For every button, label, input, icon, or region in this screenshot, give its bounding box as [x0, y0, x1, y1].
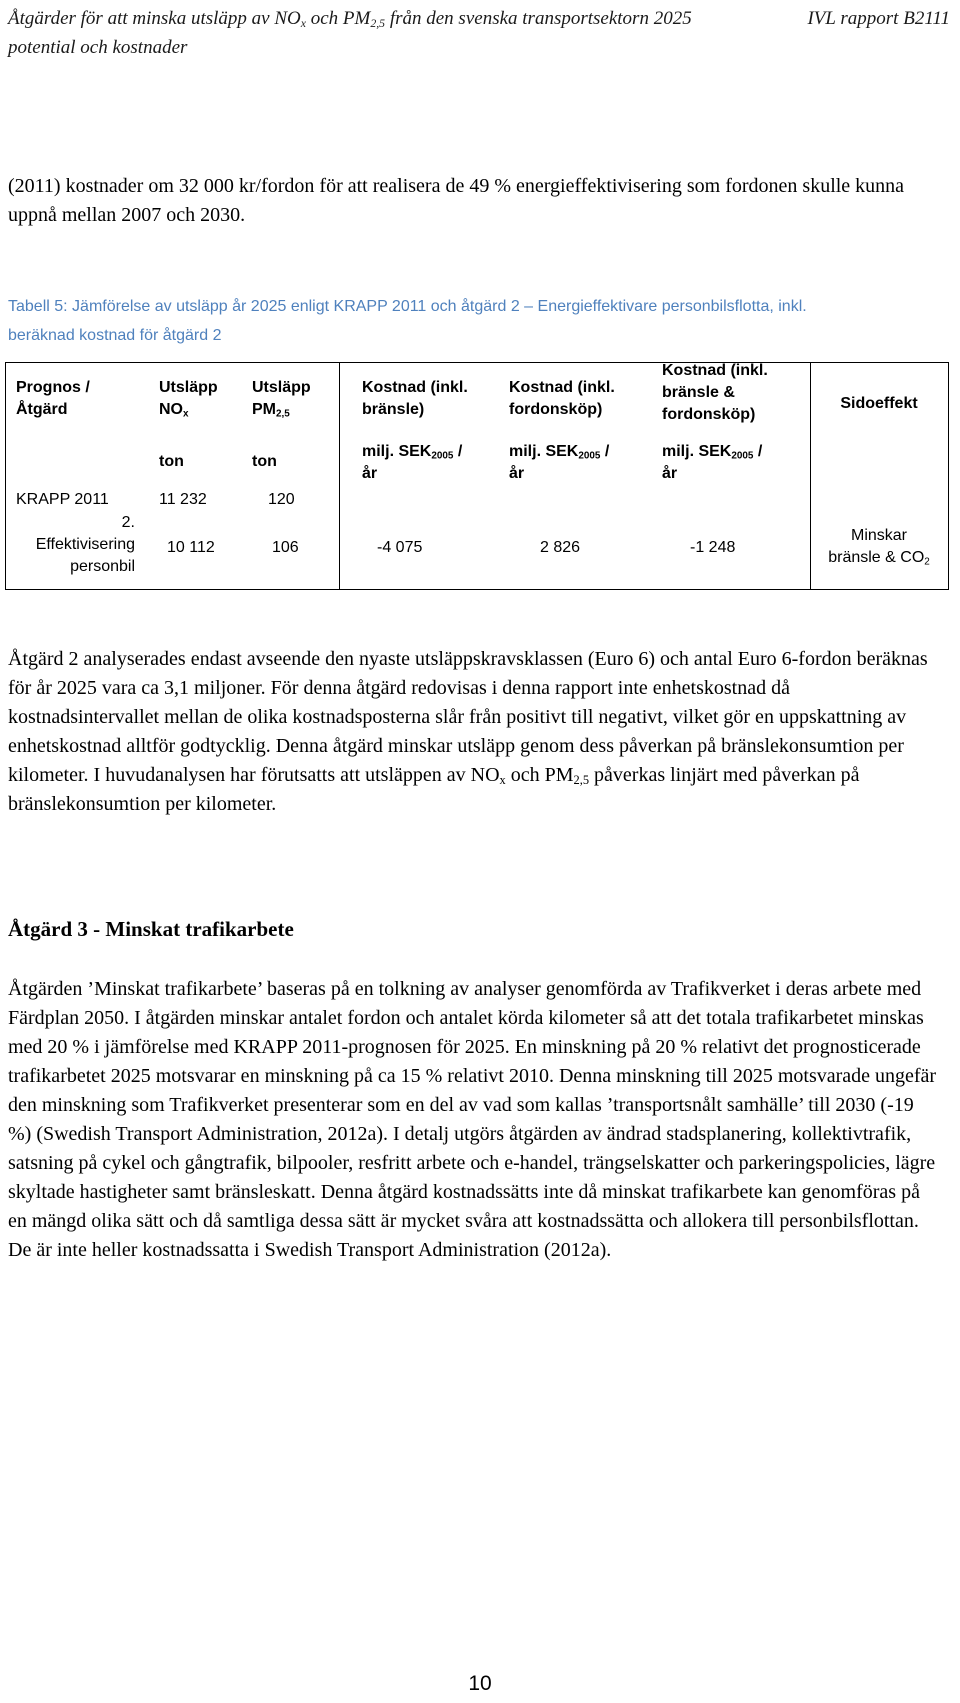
unit-cost-fuel — [362, 441, 462, 485]
header-prognos — [16, 377, 90, 421]
cell-eff-cost-fuel: -4 075 — [377, 539, 423, 556]
unit-pm: ton — [252, 453, 277, 470]
unit-text: milj. SEK — [662, 443, 732, 460]
unit-text: / — [600, 443, 610, 460]
page-header-title — [8, 4, 738, 62]
side-sub: 2 — [924, 556, 930, 568]
header-sub: x — [183, 408, 189, 420]
unit-text: år — [362, 465, 378, 482]
paragraph-text: Åtgärd 2 analyserades endast avseende den nyaste utsläppskravsklassen (Euro 6) och antal Euro 6-fordon beräknas för år 2025 vara ca 3,1 miljoner. För denna åtgärd redovisas i denna rapport inte enhetskostnad då kostnadsintervallet mellan de olika kostnadsposterna slår från positivt till negativt, vilket gör en uppskattning av enhetskostnad alltför godtycklig. Denna åtgärd minskar utsläpp genom dess påverkan på bränslekonsumtion per kilometer. I huvudanalysen har förutsatts att utsläppen av NO — [8, 648, 928, 786]
unit-text: / — [753, 443, 763, 460]
header-title-part: och PM — [305, 8, 371, 29]
header-title-part: från den svenska transportsektorn 2025 potential och kostnader — [8, 8, 692, 58]
header-text: bränsle & — [662, 384, 735, 401]
header-cost-both — [662, 360, 768, 426]
header-text: Prognos / — [16, 379, 90, 396]
unit-text: milj. SEK — [509, 443, 579, 460]
header-title-sub: x — [300, 16, 306, 30]
caption-line: beräknad kostnad för åtgärd 2 — [8, 327, 222, 344]
cell-eff-cost-vehicle: 2 826 — [540, 539, 581, 556]
header-sidoeffekt: Sidoeffekt — [840, 395, 918, 412]
unit-text: milj. SEK — [362, 443, 432, 460]
paragraph-sub: x — [499, 773, 506, 788]
unit-sub: 2005 — [431, 450, 454, 462]
cell-eff-cost-both: -1 248 — [690, 539, 736, 556]
paragraph-sub: 2,5 — [573, 773, 590, 788]
paragraph-bottom: Åtgärden ’Minskat trafikarbete’ baseras på en tolkning av analyser genomförda av Trafikverket i deras arbete med Färdplan 2050. I åtgärden minskar antalet fordon och antalet körda kilometer så att det totala trafikarbetet minskas med 20 % i jämförelse med KRAPP 2011-prognosen för 2025. En minskning på 20 % relativt det prognosticerade trafikarbetet 2025 motsvarar en minskning på ca 15 % relativt 2010. Denna minskning till 2025 motsvarade ungefär den minskning som Trafikverket presenterar som en del av vad som kallas ’transportsnålt samhälle’ till 2030 (-19 %) (Swedish Transport Administration, 2012a). I detalj utgörs åtgärden av ändrad stadsplanering, kollektivtrafik, satsning på cykel och gångtrafik, bilpooler, resfritt arbete och e-handel, trängselskatter och parkeringspolicies, lägre skyltade hastigheter samt bränsleskatt. Denna åtgärd kostnadssätts inte då minskat trafikarbete kan genomföras på en mängd olika sätt och då samtliga dessa sätt är mycket svåra att kostnadssätta och allokera till personbilsflottan. De är inte heller kostnadssatta i Swedish Transport Administration (2012a). — [8, 978, 937, 1261]
header-text: Kostnad (inkl. — [662, 362, 768, 379]
header-cost-fuel — [362, 377, 468, 421]
unit-text: år — [662, 465, 678, 482]
cell-eff-sidoeffekt — [810, 525, 948, 569]
header-cost-vehicle — [509, 377, 615, 421]
header-text: Kostnad (inkl. — [362, 379, 468, 396]
table-caption — [8, 292, 938, 350]
unit-cost-both — [662, 441, 762, 485]
section-heading: Åtgärd 3 - Minskat trafikarbete — [8, 917, 294, 941]
unit-sub: 2005 — [731, 450, 754, 462]
header-text: PM — [252, 401, 276, 418]
unit-sub: 2005 — [578, 450, 601, 462]
header-text: fordonsköp) — [662, 406, 756, 423]
paragraph-text: och PM — [505, 764, 574, 786]
header-text: Utsläpp — [252, 379, 311, 396]
cell-eff-pm: 106 — [272, 539, 299, 556]
header-text: Åtgärd — [16, 401, 68, 418]
header-title-sub: 2,5 — [370, 16, 386, 30]
header-nox — [159, 377, 218, 421]
header-text: Kostnad (inkl. — [509, 379, 615, 396]
side-text: bränsle & CO — [828, 549, 925, 566]
header-text: Utsläpp — [159, 379, 218, 396]
header-sub: 2,5 — [276, 408, 290, 420]
cell-krapp-nox: 11 232 — [159, 491, 207, 508]
caption-line: Tabell 5: Jämförelse av utsläpp år 2025 enligt KRAPP 2011 och åtgärd 2 – Energieffektivare personbilsflotta, inkl. — [8, 298, 807, 315]
row-label-text: personbil — [70, 558, 135, 575]
page-number: 10 — [468, 1672, 492, 1695]
header-title-part: Åtgärder för att minska utsläpp av NO — [8, 8, 301, 29]
table-column-divider — [339, 363, 340, 589]
header-pm — [252, 377, 311, 421]
header-text: fordonsköp) — [509, 401, 603, 418]
paragraph-middle — [8, 645, 938, 819]
cell-eff-nox: 10 112 — [167, 539, 215, 556]
unit-cost-vehicle — [509, 441, 609, 485]
cell-krapp-pm: 120 — [268, 491, 295, 508]
unit-nox: ton — [159, 453, 184, 470]
paragraph-text: påverkas linjärt med påverkan på bränslekonsumtion per kilometer. — [8, 764, 860, 815]
row-label-krapp: KRAPP 2011 — [16, 491, 109, 508]
header-text: NO — [159, 401, 183, 418]
side-text: Minskar — [850, 527, 907, 544]
report-id: IVL rapport B2111 — [807, 8, 950, 29]
row-label-text: Effektivisering — [35, 536, 135, 553]
row-label-text: 2. — [121, 514, 135, 531]
unit-text: / — [453, 443, 463, 460]
unit-text: år — [509, 465, 525, 482]
row-label-effektivisering — [6, 512, 135, 578]
paragraph-top: (2011) kostnader om 32 000 kr/fordon för att realisera de 49 % energieffektivisering som fordonen skulle kunna uppnå mellan 2007 och 2030. — [8, 175, 905, 226]
comparison-table — [5, 362, 949, 590]
header-text: bränsle) — [362, 401, 425, 418]
